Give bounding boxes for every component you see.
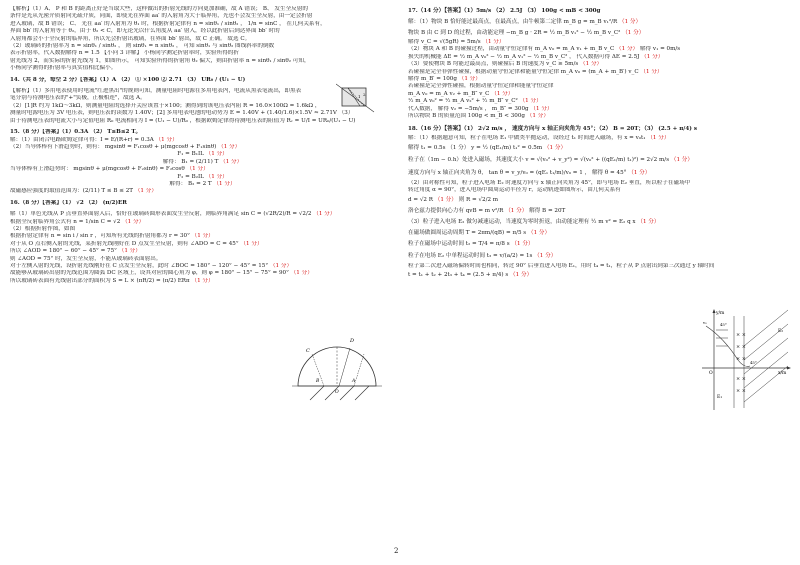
left-line xyxy=(10,58,395,65)
score-mark: （1 分） xyxy=(543,144,567,151)
right-line xyxy=(408,239,792,250)
right-line xyxy=(408,187,792,194)
right-line xyxy=(408,113,792,120)
left-line xyxy=(10,233,395,240)
score-mark: （1 分） xyxy=(527,229,551,236)
right-line xyxy=(408,250,792,263)
left-line xyxy=(10,65,395,72)
score-mark: （1 分） xyxy=(213,180,236,187)
fig2-label-a: A xyxy=(352,379,356,384)
right-line xyxy=(408,167,792,180)
svg-text:× ×: × × xyxy=(736,356,746,362)
left-line-text: （2）玻璃砖的折射率为 n = sinθ₁ / sinθ₂ ， 则 sinθ₁ = n sinθ₂ ， 可知 sinθ₁ 与 sinθ₂ 图线斜率的倒数 xyxy=(10,43,275,50)
left-line xyxy=(10,263,395,270)
left-line-text: 界面 bb′ 的入射角等于 θ₂，由于 θ₂ < C，即无论光以什么角度从 aa′ 射入，经以此折射后到达界面 bb′ 时的 xyxy=(10,28,280,35)
right-line xyxy=(408,91,792,98)
refraction-figure xyxy=(336,82,376,114)
left-line-text: 所以玻璃砖表面有光线射出部分的面积为 S = L × (πR/2) = (π/2) ERπ xyxy=(10,277,190,284)
right-line-note: 解得 v₁ = 0m/s xyxy=(639,46,681,53)
right-line-text: 解：（1）物块 B 恰好能过最高点，在最高点，由牛顿第二定律 m_B g = m_B v₁²/R xyxy=(408,19,618,25)
left-line-text: 所以 ∠AOD = 180° − 60° − 45° = 75° xyxy=(10,248,117,255)
right-line xyxy=(408,106,792,113)
left-line xyxy=(10,188,395,195)
score-mark: （1 分） xyxy=(434,196,457,203)
fig3-label-y: y/m xyxy=(716,311,725,316)
svg-text:× ×: × × xyxy=(736,332,746,338)
score-mark: （1 分） xyxy=(313,211,336,218)
score-mark: （1 分） xyxy=(640,68,663,75)
left-line xyxy=(10,118,395,125)
left-line-text: 笔分别与待测电压表的"+"负极，正极相连"，故选 A。 xyxy=(10,95,146,102)
left-line-text: 【解析】（1）A、 P 和 B 的距离正好是当取大些，这样做出的折射光线的方向更加准确，故 A 错误； B、 发生全反射的 xyxy=(10,6,308,12)
score-mark: （1 分） xyxy=(155,136,178,143)
fig3-label-e2: E₂ xyxy=(778,329,784,334)
left-line-text: 根据全反射临界角公式有 n = 1/sin C = √2 xyxy=(10,218,121,225)
left-line-text: 根据折射定律有 n = sin i / sin r ，可知所有光线的折射角都为 r = 30° xyxy=(10,233,190,240)
score-mark: （1 分） xyxy=(269,263,293,269)
right-line xyxy=(408,143,792,154)
score-mark: （1 分） xyxy=(191,233,214,240)
right-line-text: （3）要使物块 B 均能过最高点，则碰撞后 B 的速度为 v_C ≥ 5m/s xyxy=(408,61,579,68)
left-line-text: （2）[1]R 约为 1kΩ～3kΩ，则测量电阻的选择开关应该置于×100；测得到的该电压表内阻 R = 16.0×100Ω = 1.6kΩ ， xyxy=(10,102,321,109)
right-line xyxy=(408,180,792,187)
left-line-text: 16.（8 分）【答案】（1） √2 （2） (π/2)ER xyxy=(10,199,127,206)
score-mark: （1 分） xyxy=(191,277,214,284)
right-line xyxy=(408,28,792,39)
right-line-text: 粒子在（1m − 0.h）处进入磁场，其速度大小 v = √(v₀² + v_y²) = √(v₀² + ((qE₁/m) t₁)²) = 2√2 m/s xyxy=(408,156,670,163)
fig3-label-x: x/m xyxy=(778,371,787,376)
right-line-text: t = t₁ + t₂ + 2t₃ + t₄ = (2.5 + π/4) s xyxy=(408,272,509,279)
score-mark: （1 分） xyxy=(616,46,639,53)
left-line xyxy=(10,211,395,218)
left-line xyxy=(10,270,395,277)
field-region-figure xyxy=(700,308,792,412)
left-line-text: 表示折射率，代入数据解得 n = 1.5 【小问 3 详解】 小杨同学测定折射率时，实验所得的折 xyxy=(10,50,239,57)
right-line-text: （2）物块 A 和 B 的碰撞过程，由动量守恒定律有 m_A v₀ = m_A v₁ + m_B v_C xyxy=(408,46,615,53)
left-line-text: 解得： B₁ = (2/11) T xyxy=(162,158,219,165)
left-line-text: （2）根据折射作图，如图 xyxy=(10,225,76,232)
score-mark: （1 分） xyxy=(670,156,693,163)
score-mark: （1 分） xyxy=(482,39,505,45)
fig2-label-o: O xyxy=(335,390,339,395)
left-line-text: 解：（1）由闭合电路欧姆定律可得：I = E/(R+r) = 0.3A xyxy=(10,136,154,143)
score-mark: （1 分） xyxy=(519,98,542,105)
right-line-text: 转过角度 α = 90°，进入电场中圆周运动半径为 r，运动轨迹如图所示，由几何关系有 xyxy=(408,187,621,194)
left-line xyxy=(10,159,395,166)
right-line xyxy=(408,98,792,105)
left-line xyxy=(10,256,395,263)
right-line xyxy=(408,263,792,270)
left-line xyxy=(10,137,395,144)
right-line xyxy=(408,76,792,83)
left-line xyxy=(10,36,395,43)
right-line xyxy=(408,154,792,167)
fig3-label-angle2: 45° xyxy=(720,322,727,327)
left-line-text: 对于从 O 点右侧入射的光线，某折射光线刚好在 D 点发生全反射，则有 ∠ADO = C = 45° xyxy=(10,240,239,247)
score-mark: （1 分） xyxy=(290,270,313,277)
right-line-text: ½ m_A v₀² = ½ m_A v₂² + ½ m_B″ v_C² xyxy=(408,98,518,105)
right-line xyxy=(408,54,792,61)
left-line-text: F₂ = B₂IL xyxy=(177,173,204,180)
fig1-label-1: 1 xyxy=(358,94,361,99)
left-line-text: （2）当导体棒有下滑趋势时，则有： mgsinθ = F₁cosθ + μ(mgcosθ + F₁sinθ) xyxy=(10,143,217,150)
right-line xyxy=(408,195,792,206)
right-line xyxy=(408,39,792,46)
left-line-text: 15.（8 分）【答案】（1）0.3A （2） T≤B≤2 T。 xyxy=(10,129,142,136)
right-line xyxy=(408,69,792,76)
left-line-text: 测量时电源电压为 3V 电压表，则电压表的读数为 1.40V；[2] 多用电表电池的电动势为 E = 1.40V + (1.40/1.6)×1.5V ≈ 2.71V （3） xyxy=(10,110,354,117)
svg-text:× ×: × × xyxy=(736,388,746,394)
score-mark: （1 分） xyxy=(220,158,243,165)
page-number: 2 xyxy=(394,547,399,555)
score-mark: （1 分） xyxy=(534,252,557,259)
right-line xyxy=(408,61,792,68)
right-line xyxy=(408,124,792,135)
right-line-text: 解得 m_B′ = 100g xyxy=(408,76,457,83)
left-line xyxy=(10,200,395,207)
left-line-text: F₁ = B₁IL xyxy=(177,151,204,158)
right-line-text: 18.（16 分）【答案】（1） 2√2 m/s ， 速度方向与 x 轴正向夹角为 45°；（2） B = 20T；（3） (2.5 + π/4) s xyxy=(408,126,697,133)
right-line-text: 损失的机械能 ΔE = ½ m_A v₀² − ½ m_A v₁² − ½ m_B v_C² ， 代入数据可得 ΔE = 2.5J xyxy=(408,53,640,60)
score-mark: （1 分） xyxy=(186,166,209,173)
semicircle-glass-figure xyxy=(290,330,385,402)
right-line-text: 粒子第二次进入磁场偏转时间也相同，转过 90° 后垂直进入电场 E₁，用时 t₄ = t₁，粒子从 P 点射出到第三次通过 y 轴时间 xyxy=(408,262,715,269)
left-line-text: 对于左侧入射的光线，设折射光线刚好在 C 点发生全反射，此时 ∠BOC = 180° − 120° − 45° = 15° xyxy=(10,263,269,269)
right-line-text: 解得 v_C = √(5gR) = 5m/s xyxy=(408,39,481,45)
left-line xyxy=(10,13,395,20)
left-line-text: 故磁感应强度的取值范围为：(2/11) T ≤ B ≤ 2T xyxy=(10,188,134,195)
left-line-text: 射光线为 2，而实际的折射光线为 1，如图所示， 可知实验所得的折射角 θ₂ 偏大，则由折射率 n = sinθ₁ / sinθ₂ 可知， xyxy=(10,57,310,64)
score-mark: （1 分） xyxy=(637,218,660,225)
score-mark: （1 分） xyxy=(240,240,263,247)
left-line-text: 条件是光从光密介质射向光疏介质，同面，即使光在界面 aa′ 的入射角为大于临界角，光也不会发生全反射，由一定会折射 xyxy=(10,13,313,20)
score-mark: （1 分） xyxy=(618,19,642,25)
left-line-text: 故能够从玻璃砖出射的光线范围为圆弧 DC 区域上，设其对应的圆心角为 φ，则 φ = 180° − 15° − 75° = 90° xyxy=(10,270,289,277)
left-line-text: 14.（共 8 分，每空 2 分）【答案】（1）A （2） ① ×100 ② 2.71 （3） UR₀ / (U₁ − U) xyxy=(10,76,246,83)
right-line xyxy=(408,17,792,28)
right-line-text: 洛仑兹力提供向心力有 qvB = m v²/R xyxy=(408,207,504,214)
score-mark: （1 分） xyxy=(641,53,664,60)
right-line xyxy=(408,206,792,217)
right-line-text: 速度方向与 x 轴正向夹角为 θ， tan θ = v_y/v₀ = (qE₁ t₁/m)/v₀ = 1 ， 解得 θ = 45° xyxy=(408,169,627,176)
right-line-text: 所以物块 B 的质量范围 100g < m_B < 300g xyxy=(408,113,526,120)
score-mark: （1 分） xyxy=(118,248,141,255)
right-line xyxy=(408,228,792,239)
right-line-note: 解得 B = 20T xyxy=(529,207,566,214)
left-line-text: 【解析】（1）多用电表使用时电流"红进黑出"的规则可知，测量电阻时电源在多用电表内，电流从黑表笔流出，即黑表 xyxy=(10,88,302,95)
fig3-label-v0: v₀ xyxy=(703,320,707,325)
left-line xyxy=(10,151,395,158)
right-line-text: 粒子在磁场中运动时间 t₂ = T/4 = π/8 s xyxy=(408,240,510,247)
right-line xyxy=(408,217,792,228)
right-line-text: 解：（1）根据题意可知，粒子在电场 E₁ 中做类平抛运动，设经过 t₁ 时间进入磁场，有 x = v₀t₁ xyxy=(408,135,646,142)
score-mark: （1 分） xyxy=(505,207,528,214)
left-line xyxy=(10,21,395,28)
score-mark: （1 分） xyxy=(628,169,651,176)
score-mark: （1 分） xyxy=(622,30,645,36)
left-line xyxy=(10,241,395,248)
right-line-text: 粒子在电场 E₂ 中单程运动时间 t₃ = v/(a/2) = 1s xyxy=(408,252,533,259)
score-mark: （1 分） xyxy=(647,135,670,142)
score-mark: （1 分） xyxy=(580,61,603,68)
left-line xyxy=(10,50,395,57)
left-line xyxy=(10,28,395,35)
score-mark: （1 分） xyxy=(122,218,145,225)
right-line xyxy=(408,83,792,90)
right-line xyxy=(408,6,792,17)
fig2-label-b: B xyxy=(316,379,320,384)
left-line xyxy=(10,219,395,226)
left-line xyxy=(10,43,395,50)
right-line xyxy=(408,46,792,53)
left-line xyxy=(10,166,395,173)
score-mark: （1 分） xyxy=(218,143,241,150)
score-mark: （1 分） xyxy=(458,76,481,83)
right-line-text: 代入数据， 解得 v₂ = −5m/s ， m_B″ = 300g xyxy=(408,105,529,112)
right-line xyxy=(408,135,792,142)
right-line-text: 在磁场做圆周运动周期 T = 2πm/(qB) = π/5 s xyxy=(408,229,527,236)
right-line-text: （3）粒子进入电场 E₂ 做匀减速运动，当速度为零时折返，由动能定理有 ½ m v² = E₂ q x xyxy=(408,218,636,225)
fig3-label-o: O xyxy=(709,371,713,376)
left-line-text: 当导体棒有上滑趋势时： mgsinθ + μ(mgcosθ + F₂sinθ) = F₂cosθ xyxy=(10,166,185,173)
right-line-text: d = √2 R xyxy=(408,196,433,203)
left-line-text: 小杨同学测得的折射率与真实值相比偏小。 xyxy=(10,65,117,72)
left-line-text: 则 ∠AOD = 75° 时，发生全反射，不能从玻璃砖表面射出。 xyxy=(10,255,162,262)
right-line-text: 若碰撞是完全弹性碰撞，根据动量守恒定律和能量守恒定律 xyxy=(408,83,554,90)
left-line-text: 解得： B₂ = 2 T xyxy=(169,180,212,187)
right-line xyxy=(408,270,792,281)
left-line xyxy=(10,174,395,181)
left-line xyxy=(10,226,395,233)
score-mark: （1 分） xyxy=(134,188,157,195)
score-mark: （1 分） xyxy=(530,105,553,112)
fig3-label-e1: E₁ xyxy=(717,395,723,400)
right-line-text: 解得 t₁ = 0.5s （1 分） y = ½ (qE₁/m) t₁² = 0.5m xyxy=(408,144,543,151)
left-line xyxy=(10,129,395,136)
score-mark: （1 分） xyxy=(526,113,549,120)
right-line-text: 物块 B 由 C 到 D 的过程，由动能定理 −m_B g · 2R = ½ m_B v₁² − ½ m_B v_C² xyxy=(408,30,621,36)
left-line xyxy=(10,144,395,151)
left-line-text: 由于待测电压表的电流大小与定值电阻 R₀ 电流相同为 I = (U₁ − U)/R₀ ，根据欧姆定律得待测电压表的阻值为 Rᵥ = U/I = UR₀/(U₁ − U) xyxy=(10,117,356,124)
fig3-label-angle1: 45° xyxy=(750,360,757,365)
score-mark: （1 分） xyxy=(510,272,533,279)
left-column xyxy=(10,6,395,285)
left-line xyxy=(10,181,395,188)
left-line-text: 进入玻璃，故 B 错误； C、 光在 aa′ 的入射角为 θ₁ 时，根据折射定律有 n = sinθ₁ / sinθ₂ ， 1/n = sinC ， 在几何关系有， xyxy=(10,20,326,27)
right-line-text: 17.（14 分）【答案】（1）5m/s （2） 2.5J （3） 100g < mB < 300g xyxy=(408,8,601,14)
fig1-label-2: 2 xyxy=(363,92,366,97)
right-line-note: 则 R = √2/2 m xyxy=(458,196,499,203)
left-line xyxy=(10,278,395,285)
left-line-text: 解（1）单色光线从 P 点垂直界面射入后，恰好在玻璃砖圆形表面发生全反射，则临界角满足 sin C = (√2R/2)/R = √2/2 xyxy=(10,211,312,218)
left-line-text: 入射角都会小于全反射的临界角，所以光会折射出玻璃，在界面 bb′ 射出，故 C 正确。 故选 C。 xyxy=(10,35,251,42)
svg-text:× ×: × × xyxy=(736,344,746,350)
score-mark: （1 分） xyxy=(491,90,514,97)
fig2-label-d: D xyxy=(350,338,355,344)
right-line-text: 若碰撞是完全非弹性碰撞，根据动量守恒定律和能量守恒定律 m_A v₀ = (m_A + m_B′) v_C xyxy=(408,68,639,75)
right-line-text: （2）由对称性可知，粒子进入电场 E₂ 时速度方向与 x 轴正向夹角为 45°，即与电场 E₂ 垂直，所以粒子在磁场中 xyxy=(408,179,691,186)
right-column xyxy=(408,6,792,281)
score-mark: （1 分） xyxy=(205,151,228,158)
right-line-text: m_A v₀ = m_A v₂ + m_B″ v_C xyxy=(408,90,490,97)
left-line xyxy=(10,248,395,255)
svg-text:× ×: × × xyxy=(736,376,746,382)
fig2-label-c: C xyxy=(306,348,310,354)
left-line xyxy=(10,6,395,13)
score-mark: （1 分） xyxy=(205,173,228,180)
score-mark: （1 分） xyxy=(511,240,534,247)
